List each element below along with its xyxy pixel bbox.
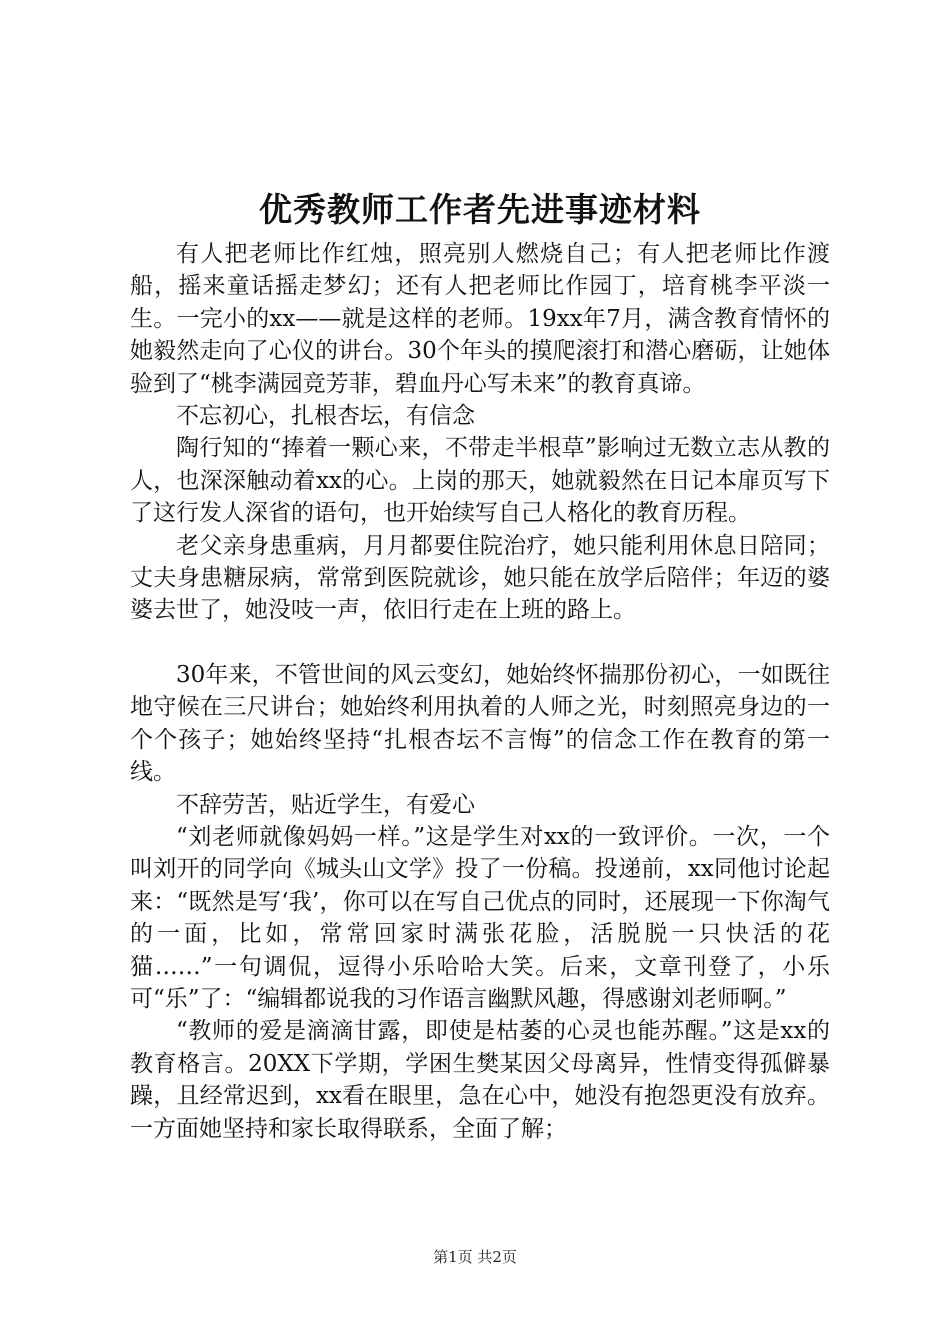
blank-line	[130, 627, 830, 659]
paragraph-family: 老父亲身患重病，月月都要住院治疗，她只能利用休息日陪同；丈夫身患糖尿病，常常到医院就诊，她只能在放学后陪伴；年迈的婆婆去世了，她没吱一声，依旧行走在上班的路上。	[130, 532, 830, 624]
section-heading-faith: 不忘初心，扎根杏坛，有信念	[176, 403, 475, 430]
paragraph-intro: 有人把老师比作红烛，照亮别人燃烧自己；有人把老师比作渡船，摇来童话摇走梦幻；还有人把老师比作园丁，培育桃李平淡一生。一完小的xx——就是这样的老师。19xx年7月，满含教育情怀的她毅然走向了心仪的讲台。30个年头的摸爬滚打和潜心磨砺，让她体验到了“桃李满园竞芳菲，碧血丹心写未来”的教育真谛。	[130, 241, 830, 397]
paragraph-thirty-years: 30年来，不管世间的风云变幻，她始终怀揣那份初心，一如既往地守候在三尺讲台；她始终利用执着的人师之光，时刻照亮身边的一个个孩子；她始终坚持“扎根杏坛不言悔”的信念工作在教育的第一线。	[130, 661, 830, 786]
section-heading-love: 不辞劳苦，贴近学生，有爱心	[176, 791, 475, 818]
document-page	[130, 182, 830, 1145]
paragraph-mother-like: “刘老师就像妈妈一样。”这是学生对xx的一致评价。一次，一个叫刘开的同学向《城头山文学》投了一份稿。投递前，xx同他讨论起来：“既然是写‘我’，你可以在写自己优点的同时，还展现一下你淘气的一面，比如，常常回家时满张花脸，活脱脱一只快活的花猫……”一句调侃，逗得小乐哈哈大笑。后来，文章刊登了，小乐可“乐”了：“编辑都说我的习作语言幽默风趣，得感谢刘老师啊。”	[130, 823, 830, 1012]
page-footer: 第1页 共2页	[433, 1248, 517, 1266]
document-title: 优秀教师工作者先进事迹材料	[259, 190, 701, 229]
paragraph-motto: “教师的爱是滴滴甘露，即使是枯萎的心灵也能苏醒。”这是xx的教育格言。20XX下学期，学困生樊某因父母离异，性情变得孤僻暴躁，且经常迟到，xx看在眼里，急在心中，她没有抱怨更没有放弃。一方面她坚持和家长取得联系，全面了解；	[130, 1018, 830, 1142]
paragraph-tao-xingzhi: 陶行知的“捧着一颗心来，不带走半根草”影响过无数立志从教的人，也深深触动着xx的心。上岗的那天，她就毅然在日记本扉页写下了这行发人深省的语句，也开始续写自己人格化的教育历程。	[130, 435, 830, 527]
